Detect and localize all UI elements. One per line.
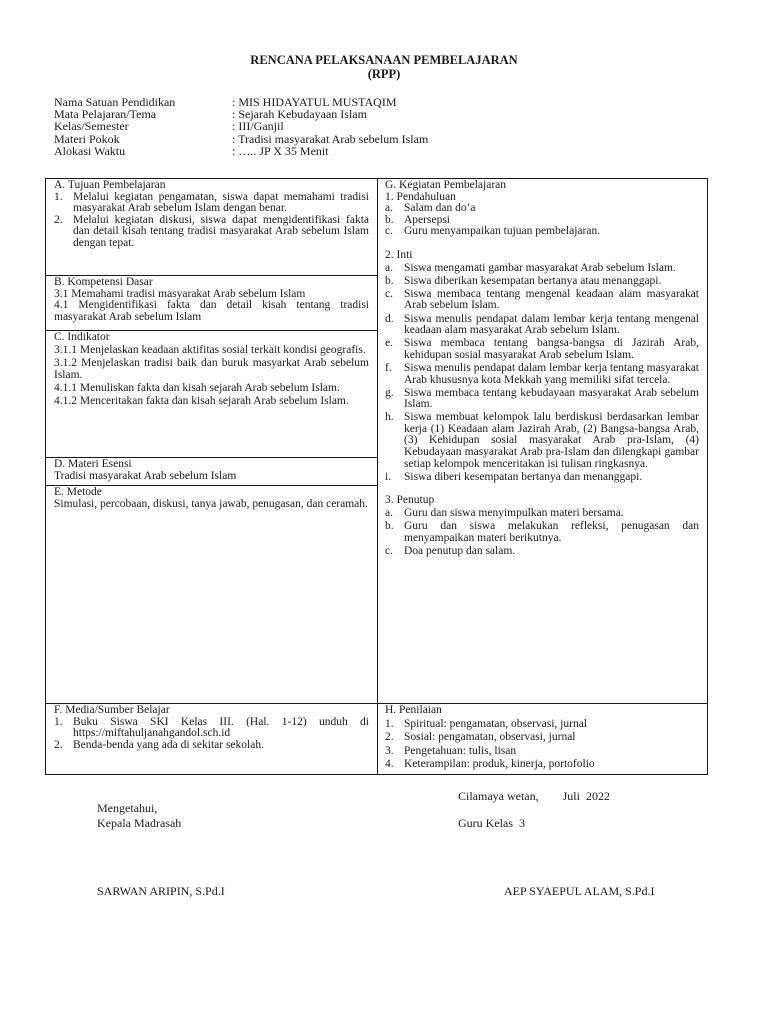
item-number: g. xyxy=(385,386,394,399)
identity-value: : MIS HIDAYATUL MUSTAQIM xyxy=(232,95,397,109)
item-text: Spiritual: pengamatan, observasi, jurnal xyxy=(404,717,587,730)
section-text: Tradisi masyarakat Arab sebelum Islam xyxy=(54,469,237,482)
item-number: d. xyxy=(385,312,394,325)
section-media xyxy=(46,703,377,776)
item-text: Pengetahuan: tulis, lisan xyxy=(404,744,517,757)
item-number: 3. xyxy=(385,744,394,757)
list-item xyxy=(385,226,699,238)
list-item xyxy=(54,740,369,752)
item-number: e. xyxy=(385,337,393,350)
principal-name: SARWAN ARIPIN, S.Pd.I xyxy=(97,884,225,898)
item-number: b. xyxy=(385,213,394,226)
item-number: c. xyxy=(385,287,393,300)
identity-label: Materi Pokok xyxy=(54,131,120,146)
right-column xyxy=(377,179,707,774)
identity-block xyxy=(54,96,428,157)
section-heading: F. Media/Sumber Belajar xyxy=(54,704,170,716)
section-heading: D. Materi Esensi xyxy=(54,458,132,470)
item-number: a. xyxy=(385,261,393,274)
item-text: Siswa menulis pendapat dalam lembar kerja tentang masyarakat Arab khususnya kota Mekkah yang memiliki sifat tercela. xyxy=(404,361,699,386)
list-item xyxy=(385,412,699,470)
identity-row xyxy=(54,133,428,145)
section-tujuan xyxy=(46,179,377,271)
item-text: Sosial: pengamatan, observasi, jurnal xyxy=(404,731,576,744)
list-item xyxy=(385,472,699,484)
identity-row xyxy=(54,145,428,157)
item-text: Melalui kegiatan diskusi, siswa dapat mengidentifikasi fakta dan detail kisah tentang tradisi masyarakat Arab sebelum Islam dengan tepat. xyxy=(73,213,369,249)
acknowledged-label: Mengetahui, xyxy=(97,801,158,815)
list-item xyxy=(385,289,699,312)
identity-label: Kelas/Semester xyxy=(54,119,129,134)
list-item xyxy=(385,732,699,744)
item-text: Siswa mengamati gambar masyarakat Arab sebelum Islam. xyxy=(404,261,676,274)
item-number: b. xyxy=(385,274,394,287)
item-text: Benda-benda yang ada di sekitar sekolah. xyxy=(73,738,264,751)
item-text: Siswa membaca tentang kebudayaan masyarakat Arab sebelum Islam. xyxy=(404,386,699,411)
section-penilaian xyxy=(377,703,707,776)
identity-label: Alokasi Waktu xyxy=(54,143,126,158)
spacer xyxy=(385,238,699,250)
identity-label: Mata Pelajaran/Tema xyxy=(54,107,157,122)
item-number: 2. xyxy=(54,738,63,751)
identity-value: : Sejarah Kebudayaan Islam xyxy=(232,107,367,122)
teacher-name: AEP SYAEPUL ALAM, S.Pd.I xyxy=(504,884,655,898)
indicator-line: 3.1.2 Menjelaskan tradisi baik dan buruk masyarkat Arab sebelum Islam. xyxy=(54,357,369,381)
section-heading: B. Kompetensi Dasar xyxy=(54,276,153,288)
section-kegiatan xyxy=(377,179,707,703)
teacher-title: Guru Kelas 3 xyxy=(458,816,525,830)
item-number: i. xyxy=(385,470,392,483)
list-item xyxy=(385,546,699,558)
item-number: 1. xyxy=(385,717,394,730)
document-title: RENCANA PELAKSANAAN PEMBELAJARAN xyxy=(250,53,518,67)
item-number: h. xyxy=(385,411,394,424)
section-materi xyxy=(46,457,377,485)
list-item xyxy=(385,363,699,386)
subsection-heading: 2. Inti xyxy=(385,248,413,261)
item-number: a. xyxy=(385,202,393,215)
item-text: Siswa membaca tentang mengenal keadaan alam masyarakat Arab sebelum Islam. xyxy=(404,287,699,312)
item-text: Salam dan do’a xyxy=(404,202,476,215)
item-text: Doa penutup dan salam. xyxy=(404,544,516,557)
list-item xyxy=(385,314,699,337)
item-number: 2. xyxy=(54,213,63,226)
item-number: c. xyxy=(385,544,393,557)
list-item xyxy=(385,388,699,411)
list-item xyxy=(385,263,699,275)
item-number: b. xyxy=(385,520,394,533)
list-item xyxy=(54,192,369,215)
indicator-line: 4.1.1 Menuliskan fakta dan kisah sejarah Arab sebelum Islam. xyxy=(54,381,340,394)
list-item xyxy=(54,215,369,250)
section-heading: G. Kegiatan Pembelajaran xyxy=(385,179,507,191)
item-text: Guru dan siswa melakukan refleksi, penugasan dan menyampaikan materi berikutnya. xyxy=(404,520,699,544)
item-number: a. xyxy=(385,507,393,520)
section-heading: E. Metode xyxy=(54,486,102,498)
indicator-line: 4.1.2 Menceritakan fakta dan kisah sejarah Arab sebelum Islam. xyxy=(54,394,349,407)
item-number: c. xyxy=(385,225,393,238)
section-text: Simulasi, percobaan, diskusi, tanya jawab, penugasan, dan ceramah. xyxy=(54,497,368,510)
item-number: 1. xyxy=(54,715,63,728)
item-text: Siswa membuat kelompok lalu berdiskusi berdasarkan lembar kerja (1) Keadaan alam Jazirah Arab, (2) Bangsa-bangsa Arab, (3) Kehidupan sosial masyarakat Arab pra-Islam, (4) Kebudayaan masyarakat Arab pra-Islam dan dilengkapi gambar setiap kelompok menceritakan isi tulisan ringkasnya. xyxy=(404,411,699,470)
list-item xyxy=(385,508,699,520)
lesson-plan-table xyxy=(45,178,708,775)
list-item xyxy=(54,717,369,740)
left-column xyxy=(46,179,378,774)
item-text: Siswa membaca tentang bangsa-bangsa di Jazirah Arab, kehidupan sosial masyarakat Arab sebelum Islam. xyxy=(404,337,699,361)
identity-value: : III/Ganjil xyxy=(232,119,284,134)
item-number: 2. xyxy=(385,731,394,744)
identity-value: : ….. JP X 35 Menit xyxy=(232,143,329,158)
identity-row xyxy=(54,120,428,132)
principal-title: Kepala Madrasah xyxy=(97,816,182,830)
subsection-heading: 3. Penutup xyxy=(385,493,435,506)
item-text: Siswa diberikan kesempatan bertanya atau menanggapi. xyxy=(404,274,662,287)
list-item xyxy=(385,759,699,771)
item-text: Apersepsi xyxy=(404,213,450,226)
section-heading: H. Penilaian xyxy=(385,704,442,716)
section-metode xyxy=(46,485,377,703)
item-number: 1. xyxy=(54,190,63,203)
list-item xyxy=(385,719,699,731)
list-item xyxy=(385,521,699,544)
list-item xyxy=(385,746,699,758)
subsection-heading: 1. Pendahuluan xyxy=(385,190,456,203)
section-heading: A. Tujuan Pembelajaran xyxy=(54,179,166,191)
document-subtitle: (RPP) xyxy=(367,67,401,81)
item-text: Siswa diberi kesempatan bertanya dan menanggapi. xyxy=(404,470,643,483)
item-number: 4. xyxy=(385,758,394,771)
list-item xyxy=(385,276,699,288)
section-indikator xyxy=(46,330,377,457)
item-number: f. xyxy=(385,361,392,374)
competency-line: 4.1 Mengidentifikasi fakta dan detail kisah tentang tradisi masyarakat Arab sebelum Islam xyxy=(54,299,369,323)
item-text: Siswa menulis pendapat dalam lembar kerja tentang mengenal keadaan alam masyarakat Arab sebelum Islam. xyxy=(404,312,699,337)
item-text: Guru dan siswa menyimpulkan materi bersama. xyxy=(404,507,624,520)
item-text: Keterampilan: produk, kinerja, portofolio xyxy=(404,758,595,771)
competency-line: 3.1 Memahami tradisi masyarakat Arab sebelum Islam xyxy=(54,287,306,300)
item-text: Buku Siswa SKI Kelas III. (Hal. 1-12) unduh di https://miftahuljanahgandol.sch.id xyxy=(73,715,369,740)
identity-value: : Tradisi masyarakat Arab sebelum Islam xyxy=(232,131,429,146)
section-heading: C. Indikator xyxy=(54,331,110,343)
identity-label: Nama Satuan Pendidikan xyxy=(54,95,176,109)
place-date: Cilamaya wetan, Juli 2022 xyxy=(458,789,610,803)
item-text: Melalui kegiatan pengamatan, siswa dapat memahami tradisi masyarakat Arab sebelum Islam dengan benar. xyxy=(73,190,369,215)
item-text: Guru menyampaikan tujuan pembelajaran. xyxy=(404,225,601,238)
section-kompetensi xyxy=(46,275,377,330)
list-item xyxy=(385,338,699,361)
indicator-line: 3.1.1 Menjelaskan keadaan aktifitas sosial terkait kondisi geografis. xyxy=(54,344,366,357)
